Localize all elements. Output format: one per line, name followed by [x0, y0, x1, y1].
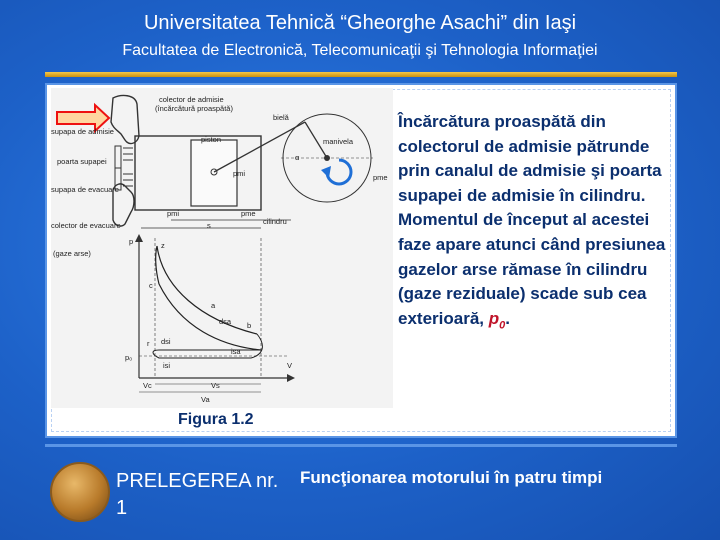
- university-title: Universitatea Tehnică “Gheorghe Asachi” din Iaşi: [143, 12, 577, 34]
- label-tdc-bottom: pmi: [167, 209, 180, 218]
- intake-valve-stem: [115, 146, 121, 168]
- label-point-isi: isi: [163, 361, 171, 370]
- compression-curve: [159, 284, 261, 350]
- piston: [191, 140, 237, 206]
- expansion-curve: [157, 246, 257, 334]
- label-point-c: c: [149, 281, 153, 290]
- label-point-isa: isa: [231, 347, 241, 356]
- label-piston: piston: [201, 135, 222, 144]
- label-point-z: z: [161, 241, 165, 250]
- figure-caption: Figura 1.2: [178, 411, 254, 428]
- university-medal-logo: [50, 462, 110, 522]
- label-connecting-rod: bielă: [273, 113, 289, 122]
- label-exhaust-valve: supapa de evacuare: [51, 185, 119, 194]
- label-vs: Vs: [211, 381, 220, 390]
- faculty-title: Facultatea de Electronică, Telecomunicaţii şi Tehnologia Informaţiei: [122, 42, 598, 59]
- p0-subscript: 0: [499, 319, 506, 332]
- label-intake-valve: supapa de admisie: [51, 127, 114, 136]
- diagram-svg: [51, 88, 393, 408]
- label-point-dsi: dsi: [161, 337, 171, 346]
- header-divider: [45, 72, 677, 77]
- label-angle: α: [295, 153, 300, 162]
- label-bdc-bottom: pme: [241, 209, 256, 218]
- intake-phase-description: [398, 110, 674, 338]
- slide-header: [0, 10, 720, 62]
- label-volume-axis: V: [287, 361, 293, 370]
- label-burned-gases: (gaze arse): [53, 249, 91, 258]
- description-end: .: [505, 308, 510, 328]
- label-point-dsa: dsa: [219, 317, 232, 326]
- p0-symbol: $p_0$: [488, 308, 506, 332]
- label-vc: Vc: [143, 381, 152, 390]
- label-crank: manivela: [323, 137, 354, 146]
- engine-intake-diagram: [51, 88, 393, 408]
- label-fresh-charge: (încărcătură proaspătă): [155, 104, 233, 113]
- label-va: Va: [201, 395, 210, 404]
- footer-divider: [45, 444, 677, 447]
- label-p0: p₀: [125, 353, 133, 362]
- label-point-a: a: [211, 301, 216, 310]
- description-body: Încărcătura proaspătă din colectorul de admisie pătrunde prin canalul de admisie şi poarta supapei de admisie în cilindru. Momentul de început al acestei faze apare atunci când presiunea gazelor arse rămase în cilindru (gaze reziduale) scade sub cea exterioară,: [398, 112, 666, 328]
- lecture-topic: Funcţionarea motorului în patru timpi: [300, 468, 603, 487]
- label-cylinder: cilindru: [263, 217, 287, 226]
- label-pressure-axis: p: [129, 237, 134, 246]
- label-bdc: pme: [373, 173, 388, 182]
- rotation-arrow-icon: [327, 160, 351, 184]
- label-point-r: r: [147, 339, 150, 348]
- label-intake-manifold: colector de admisie: [159, 95, 224, 104]
- lecture-number: PRELEGEREA nr. 1: [116, 470, 279, 519]
- label-tdc: pmi: [233, 169, 246, 178]
- label-point-b: b: [247, 321, 252, 330]
- label-exhaust-manifold: colector de evacuare: [51, 221, 121, 230]
- label-valve-seat: poarta supapei: [57, 157, 107, 166]
- label-stroke: s: [207, 221, 211, 230]
